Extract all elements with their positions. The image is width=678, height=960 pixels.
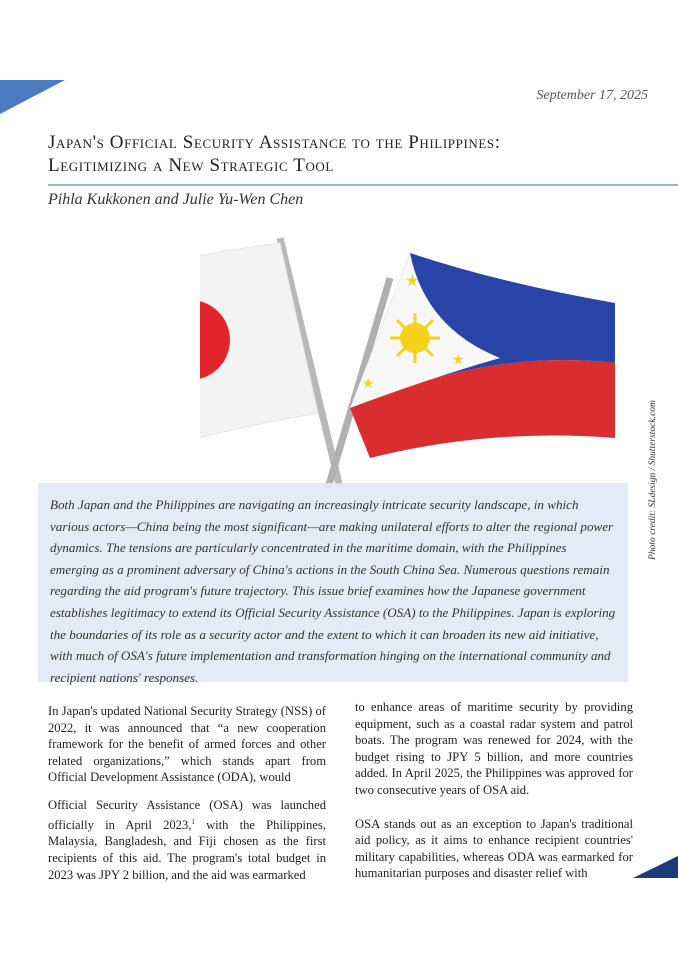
title-line-1: Japan's Official Security Assistance to the Philippines: — [48, 132, 501, 153]
japan-flag — [200, 238, 340, 488]
body-text: Official Security Assistance (OSA) was launched officially in April 2023, — [48, 797, 326, 832]
body-paragraph — [48, 797, 326, 883]
philippines-flag — [328, 253, 615, 488]
abstract-text: Both Japan and the Philippines are navigating an increasingly intricate security landscape, in which various actors—China being the most significant—are making unilateral efforts to alter the regional power dynamics. The tensions are particularly concentrated in the maritime domain, with the Philippines emerging as a prominent adversary of China's actions in the South China Sea. Numerous questions remain regarding the aid program's future trajectory. This issue brief examines how the Japanese government establishes legitimacy to extend its Official Security Assistance (OSA) to the Philippines. Japan is exploring the boundaries of its role as a security actor and the extent to which it can broaden its new aid initiative, with much of OSA's future implementation and transformation hinging on the international community and recipient nations' responses. — [50, 497, 616, 685]
footnote-ref[interactable]: 1 — [191, 817, 195, 826]
authors: Pihla Kukkonen and Julie Yu-Wen Chen — [48, 191, 304, 208]
flags-photo — [200, 228, 620, 488]
body-column-right — [355, 699, 633, 893]
body-paragraph: to enhance areas of maritime security by providing equipment, such as a coastal radar system and patrol boats. The program was renewed for 2024, with the budget rising to JPY 5 billion, and more countries added. In April 2025, the Philippines was approved for two consecutive years of OSA aid. — [355, 700, 633, 797]
abstract-box — [38, 483, 628, 685]
svg-text:★: ★ — [452, 353, 465, 368]
publication-date: September 17, 2025 — [536, 88, 648, 103]
svg-text:★: ★ — [405, 273, 420, 290]
title-line-2: Legitimizing a New Strategic Tool — [48, 155, 334, 176]
svg-text:★: ★ — [362, 377, 375, 392]
body-paragraph: OSA stands out as an exception to Japan's traditional aid policy, as it aims to enhance recipient countries' military capabilities, whereas ODA was earmarked for humanitarian purposes and disaster relief with — [355, 816, 633, 881]
title-divider — [48, 184, 678, 186]
body-paragraph: In Japan's updated National Security Strategy (NSS) of 2022, it was announced that “a new cooperation framework for the benefit of armed forces and other related organizations,” which stands apart from Official Development Assistance (ODA), would — [48, 704, 326, 785]
body-text: with the Philippines, Malaysia, Bangladesh, and Fiji chosen as the first recipients of this aid. The program's total budget in 2023 was JPY 2 billion, and the aid was earmarked — [48, 817, 326, 882]
corner-decoration — [0, 80, 65, 114]
corner-decoration — [633, 856, 678, 878]
page-title — [48, 131, 501, 177]
body-column-left — [48, 703, 326, 894]
photo-credit: Photo credit: SLdesign / Shutterstock.com — [648, 400, 658, 560]
